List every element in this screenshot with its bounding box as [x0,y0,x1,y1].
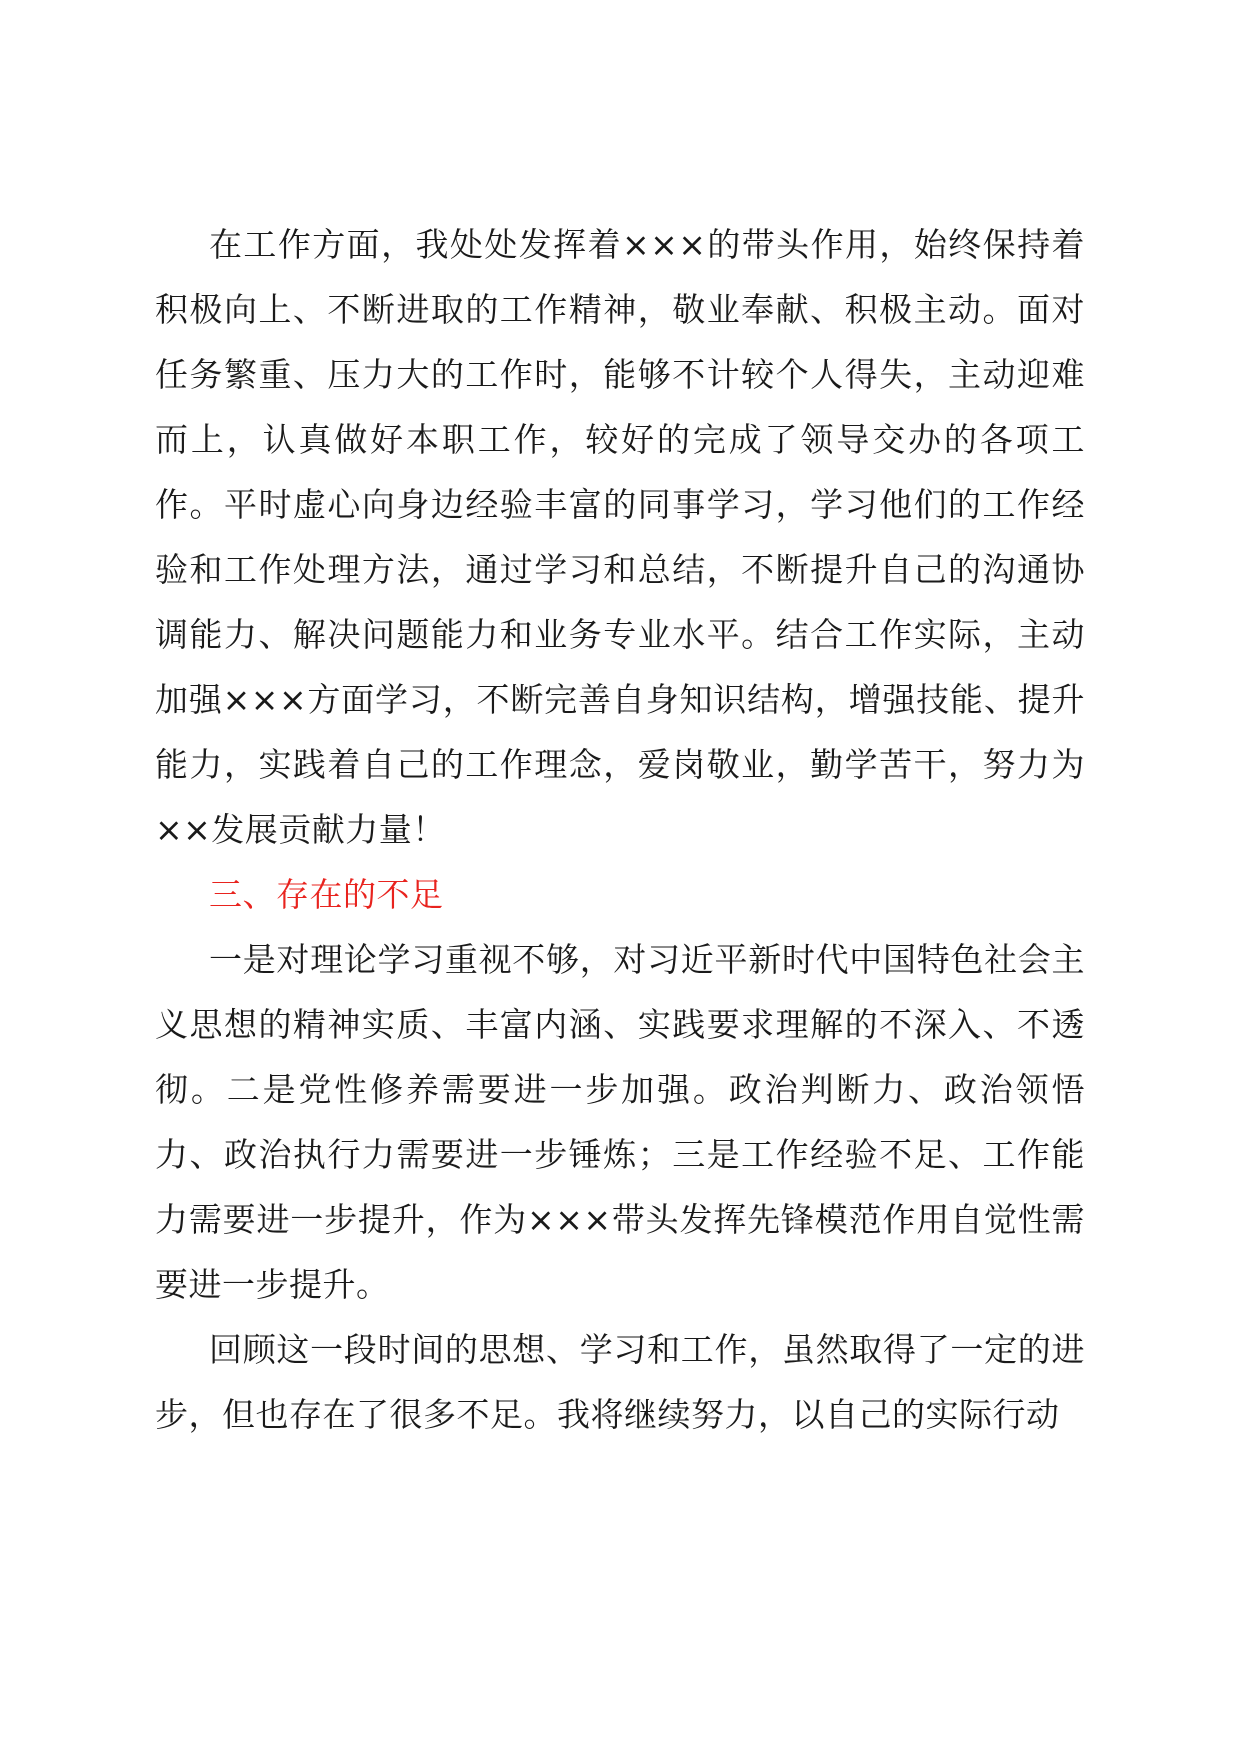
paragraph-review: 回顾这一段时间的思想、学习和工作，虽然取得了一定的进步，但也存在了很多不足。我将继续努力，以自己的实际行动 [155,1330,1085,1434]
section-heading-shortcomings: 三、存在的不足 [209,875,444,914]
document-body [155,212,1085,1447]
paragraph-work-performance: 在工作方面，我处处发挥着×××的带头作用，始终保持着积极向上、不断进取的工作精神，敬业奉献、积极主动。面对任务繁重、压力大的工作时，能够不计较个人得失，主动迎难而上，认真做好本职工作，较好的完成了领导交办的各项工作。平时虚心向身边经验丰富的同事学习，学习他们的工作经验和工作处理方法，通过学习和总结，不断提升自己的沟通协调能力、解决问题能力和业务专业水平。结合工作实际，主动加强×××方面学习，不断完善自身知识结构，增强技能、提升能力，实践着自己的工作理念，爱岗敬业，勤学苦干，努力为××发展贡献力量！ [155,225,1085,849]
paragraph-shortcomings: 一是对理论学习重视不够，对习近平新时代中国特色社会主义思想的精神实质、丰富内涵、实践要求理解的不深入、不透彻。二是党性修养需要进一步加强。政治判断力、政治领悟力、政治执行力需要进一步锤炼；三是工作经验不足、工作能力需要进一步提升，作为×××带头发挥先锋模范作用自觉性需要进一步提升。 [155,940,1085,1304]
